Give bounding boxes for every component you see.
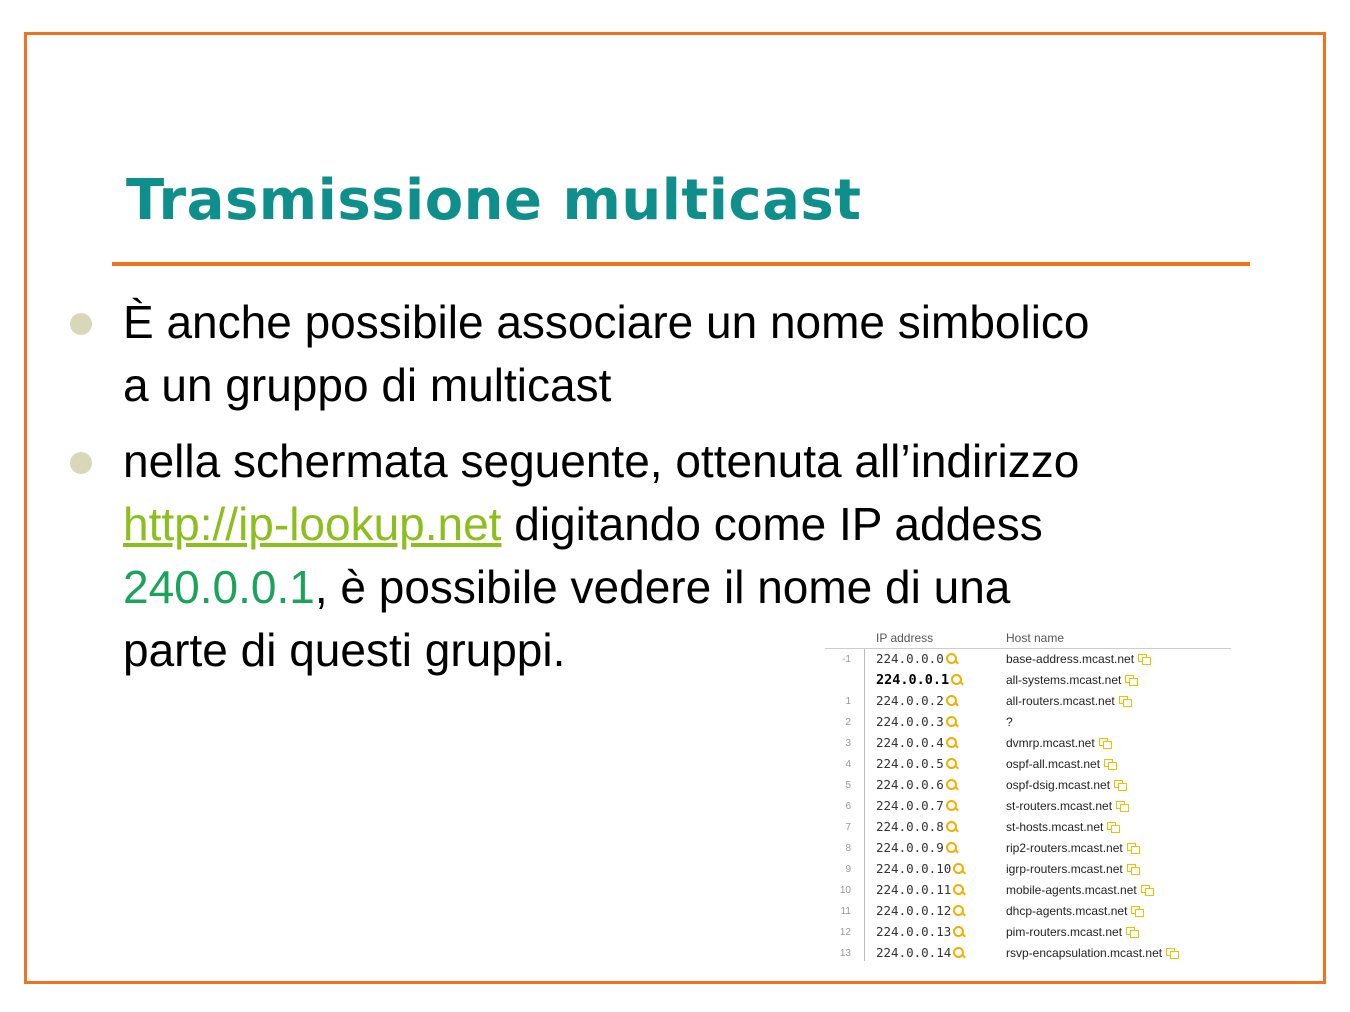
row-index: 4 [845,759,851,770]
host-name-cell [1006,841,1139,855]
ip-address-cell [876,945,964,960]
bullet-dot-2 [70,452,92,474]
host-name-cell [1006,778,1126,792]
host-name-text: igrp-routers.mcast.net [1006,862,1123,876]
table-row [825,734,1231,755]
copy-icon[interactable] [1166,948,1178,958]
ip-address-cell [876,798,957,813]
table-row [825,650,1231,671]
bullet-2-line-4: parte di questi gruppi. [123,624,566,676]
ip-address-text: 224.0.0.14 [876,945,952,960]
table-row [825,944,1231,965]
bullet-1-line-2: a un gruppo di multicast [123,359,612,411]
ip-address-cell [876,924,964,939]
ip-address-cell [876,882,964,897]
host-name-text: all-routers.mcast.net [1006,694,1115,708]
table-row [825,902,1231,923]
table-row [825,881,1231,902]
copy-icon[interactable] [1119,696,1131,706]
ip-address-text: 224.0.0.10 [876,861,952,876]
copy-icon[interactable] [1138,654,1150,664]
magnifier-icon[interactable] [953,905,964,916]
ip-address-text: 224.0.0.7 [876,798,944,813]
ip-address-text: 224.0.0.4 [876,735,944,750]
bullet-2-line-1: nella schermata seguente, ottenuta all’indirizzo [123,435,1080,487]
row-index: 8 [845,843,851,854]
header-divider [825,648,1231,649]
host-name-text: ospf-all.mcast.net [1006,757,1101,771]
magnifier-icon[interactable] [946,800,957,811]
copy-icon[interactable] [1125,675,1137,685]
magnifier-icon[interactable] [953,926,964,937]
ip-address-cell [876,777,957,792]
table-row [825,692,1231,713]
row-index: 2 [845,717,851,728]
magnifier-icon[interactable] [953,884,964,895]
bullet-2-line-3-text: , è possibile vedere il nome di una [314,561,1011,613]
copy-icon[interactable] [1127,843,1139,853]
host-name-text: ospf-dsig.mcast.net [1006,778,1111,792]
magnifier-icon[interactable] [946,716,957,727]
host-name-cell [1006,862,1139,876]
row-index: 3 [845,738,851,749]
ip-address-text: 224.0.0.13 [876,924,952,939]
table-row [825,671,1231,692]
table-row [825,713,1231,734]
host-name-cell [1006,799,1128,813]
host-name-cell [1006,820,1119,834]
host-name-cell [1006,736,1111,750]
copy-icon[interactable] [1116,801,1128,811]
ip-address-text: 224.0.0.2 [876,693,944,708]
magnifier-icon[interactable] [946,779,957,790]
host-name-cell [1006,946,1178,960]
row-index: 1 [845,696,851,707]
header-host-name: Host name [1006,631,1065,645]
row-index: 12 [839,927,851,938]
ip-address-cell [876,714,957,729]
host-name-text: base-address.mcast.net [1006,652,1135,666]
ip-address-text: 224.0.0.11 [876,882,952,897]
table-row [825,776,1231,797]
host-name-text: ? [1006,715,1013,729]
magnifier-icon[interactable] [946,653,957,664]
bullet-dot-1 [70,313,92,335]
ip-address-highlight: 240.0.0.1 [123,561,315,613]
table-row [825,818,1231,839]
ip-lookup-link[interactable]: http://ip-lookup.net [123,498,502,550]
bullet-1-line-1: È anche possibile associare un nome simbolico [123,296,1090,348]
copy-icon[interactable] [1104,759,1116,769]
ip-address-cell [876,861,964,876]
magnifier-icon[interactable] [946,842,957,853]
host-name-cell [1006,925,1138,939]
copy-icon[interactable] [1141,885,1153,895]
ip-address-text: 224.0.0.8 [876,819,944,834]
bullet-2-line-2 [123,493,1043,556]
host-name-cell [1006,673,1137,687]
row-index: 10 [839,885,851,896]
bullet-2-line-2-text: digitando come IP addess [501,498,1043,550]
magnifier-icon[interactable] [951,674,962,685]
host-name-cell [1006,757,1116,771]
magnifier-icon[interactable] [946,758,957,769]
ip-address-text: 224.0.0.3 [876,714,944,729]
host-name-text: pim-routers.mcast.net [1006,925,1123,939]
host-name-text: dvmrp.mcast.net [1006,736,1095,750]
ip-address-cell [876,672,962,688]
copy-icon[interactable] [1099,738,1111,748]
host-name-text: st-routers.mcast.net [1006,799,1113,813]
magnifier-icon[interactable] [953,947,964,958]
copy-icon[interactable] [1131,906,1143,916]
ip-address-cell [876,840,957,855]
host-name-cell [1006,652,1150,666]
magnifier-icon[interactable] [946,737,957,748]
title-underline [112,262,1250,266]
copy-icon[interactable] [1114,780,1126,790]
ip-address-cell [876,693,957,708]
header-ip-address: IP address [876,631,934,645]
host-name-cell [1006,883,1153,897]
copy-icon[interactable] [1107,822,1119,832]
ip-address-cell [876,756,957,771]
ip-address-cell [876,735,957,750]
ip-address-cell [876,819,957,834]
table-row [825,797,1231,818]
host-name-text: rip2-routers.mcast.net [1006,841,1123,855]
row-index: 11 [840,906,851,917]
row-index: 9 [845,864,851,875]
slide-title: Trasmissione multicast [126,168,862,233]
ip-address-text: 224.0.0.5 [876,756,944,771]
copy-icon[interactable] [1127,864,1139,874]
host-name-text: st-hosts.mcast.net [1006,820,1104,834]
host-name-cell [1006,904,1143,918]
ip-address-text: 224.0.0.1 [876,672,950,688]
bullet-2-line-3 [123,556,1010,619]
table-row [825,860,1231,881]
host-name-text: mobile-agents.mcast.net [1006,883,1137,897]
host-name-text: rsvp-encapsulation.mcast.net [1006,946,1163,960]
magnifier-icon[interactable] [953,863,964,874]
ip-address-text: 224.0.0.6 [876,777,944,792]
host-name-cell [1006,694,1131,708]
magnifier-icon[interactable] [946,695,957,706]
table-row [825,839,1231,860]
host-name-cell [1006,715,1013,729]
ip-address-text: 224.0.0.0 [876,651,944,666]
host-name-text: all-systems.mcast.net [1006,673,1122,687]
host-name-text: dhcp-agents.mcast.net [1006,904,1128,918]
ip-address-text: 224.0.0.9 [876,840,944,855]
copy-icon[interactable] [1126,927,1138,937]
table-row [825,755,1231,776]
row-index: 13 [839,948,851,959]
ip-address-cell [876,651,957,666]
row-index: 7 [845,822,851,833]
row-index: 5 [845,780,851,791]
row-index: 6 [845,801,851,812]
ip-address-text: 224.0.0.12 [876,903,952,918]
row-index: -1 [842,654,851,665]
ip-address-cell [876,903,964,918]
table-row [825,923,1231,944]
magnifier-icon[interactable] [946,821,957,832]
multicast-ip-table [825,628,1231,964]
